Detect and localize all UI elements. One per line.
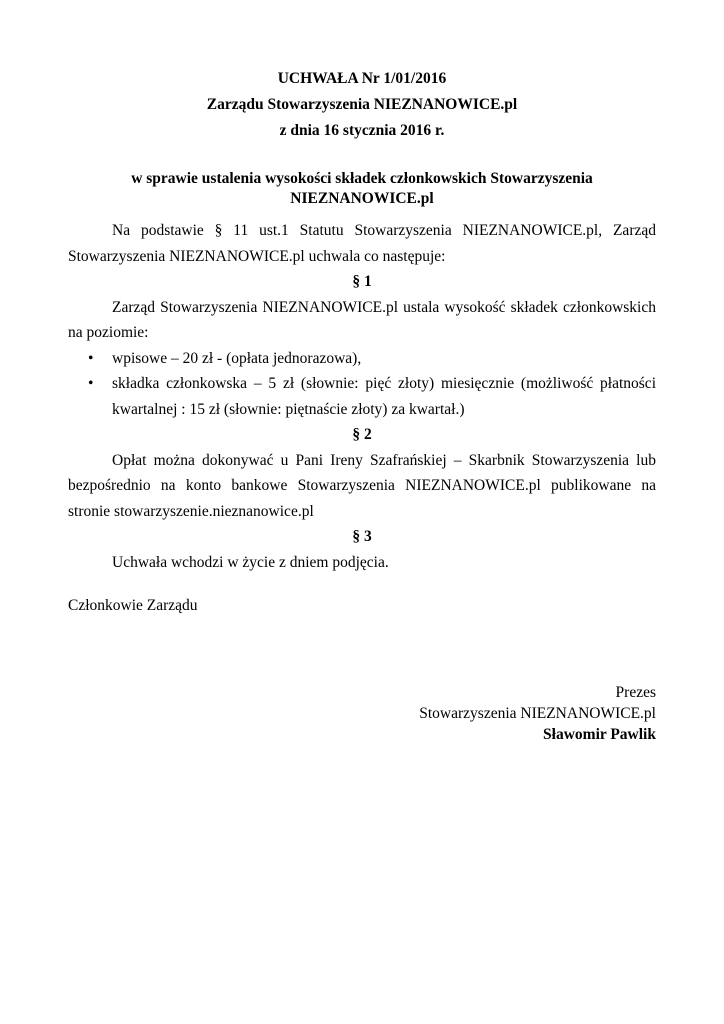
bullet-icon: • <box>88 349 94 367</box>
board-name: Zarządu Stowarzyszenia NIEZNANOWICE.pl <box>206 96 518 113</box>
section-2-mark: § 2 <box>352 426 372 443</box>
fees-list <box>68 346 656 423</box>
signature-organization: Stowarzyszenia NIEZNANOWICE.pl <box>419 705 656 722</box>
intro-paragraph: Na podstawie § 11 ust.1 Statutu Stowarzyszenia NIEZNANOWICE.pl, Zarząd Stowarzyszenia NIEZNANOWICE.pl uchwala co następuje: <box>68 222 656 265</box>
list-item <box>68 346 656 372</box>
list-item-text: składka członkowska – 5 zł (słownie: pięć złoty) miesięcznie (możliwość płatności kwartalnej : 15 zł (słownie: piętnaście złoty) za kwartał.) <box>112 375 656 418</box>
section-1-text: Zarząd Stowarzyszenia NIEZNANOWICE.pl ustala wysokość składek członkowskich na poziomie: <box>68 298 656 341</box>
bullet-icon: • <box>88 375 94 392</box>
signature-name: Sławomir Pawlik <box>543 726 656 743</box>
resolution-subject: w sprawie ustalenia wysokości składek członkowskich Stowarzyszenia NIEZNANOWICE.pl <box>131 170 593 207</box>
board-members-label: Członkowie Zarządu <box>68 597 198 614</box>
resolution-date: z dnia 16 stycznia 2016 r. <box>279 122 445 139</box>
title-block <box>68 66 656 144</box>
signature-block <box>419 682 656 745</box>
section-3-text: Uchwała wchodzi w życie z dniem podjęcia. <box>112 553 389 571</box>
section-2-text: Opłat można dokonywać u Pani Ireny Szafrańskiej – Skarbnik Stowarzyszenia lub bezpośrednio na konto bankowe Stowarzyszenia NIEZNANOWICE.pl publikowane na stronie stowarzyszenie.nieznanowice.pl <box>68 451 656 520</box>
list-item-text: wpisowe – 20 zł - (opłata jednorazowa), <box>112 349 362 367</box>
signature-role: Prezes <box>615 684 656 701</box>
resolution-title: UCHWAŁA Nr 1/01/2016 <box>277 70 447 87</box>
list-item <box>68 371 656 422</box>
section-3-mark: § 3 <box>352 528 372 545</box>
document-body <box>68 218 656 575</box>
section-1-mark: § 1 <box>352 273 372 290</box>
